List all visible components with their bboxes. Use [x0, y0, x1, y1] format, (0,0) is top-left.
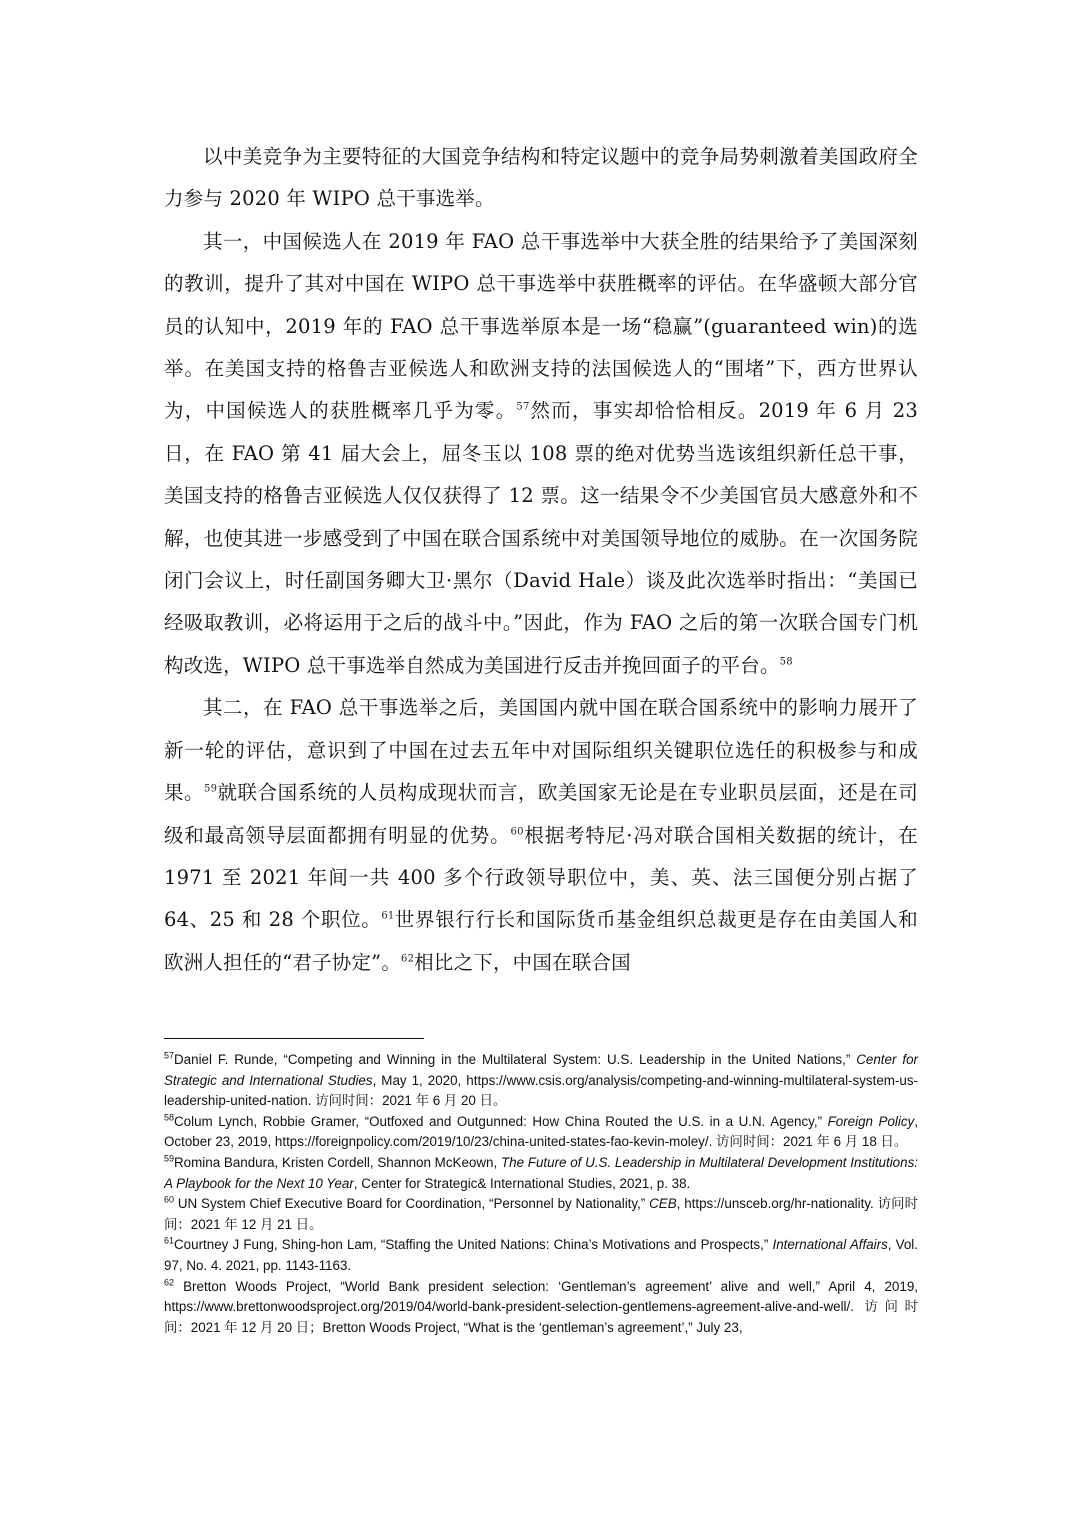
- footnote-text: Romina Bandura, Kristen Cordell, Shannon McKeown,: [174, 1154, 501, 1170]
- footnote-source-title: Center for Strategic and International Studies: [164, 1052, 918, 1088]
- body-paragraph: [164, 687, 918, 984]
- footnote-number: 60: [164, 1194, 175, 1205]
- body-paragraph: [164, 221, 918, 687]
- footnotes-section: [164, 1050, 918, 1338]
- footnote-text: Colum Lynch, Robbie Gramer, “Outfoxed and Outgunned: How China Routed the U.S. in a U.N. Agency,”: [174, 1113, 828, 1129]
- footnote-item: [164, 1277, 918, 1339]
- footnote-reference: 60: [510, 826, 524, 837]
- footnote-source-title: CEB: [649, 1196, 677, 1212]
- footnote-text: , Center for Strategic& International Studies, 2021, p. 38.: [353, 1175, 691, 1191]
- paragraph-text: 根据考特尼·冯对联合国相关数据的统计，在 1971 至 2021 年间一共 400 多个行政领导职位中，美、英、法三国便分别占据了 64、25 和 28 个职位。: [164, 823, 918, 932]
- footnote-item: [164, 1153, 918, 1194]
- footnote-reference: 59: [204, 783, 218, 795]
- footnote-number: 62: [164, 1277, 175, 1288]
- footnote-item: [164, 1235, 918, 1276]
- paragraph-text: 然而，事实却恰恰相反。2019 年 6 月 23 日，在 FAO 第 41 届大会上，屈冬玉以 108 票的绝对优势当选该组织新任总干事，美国支持的格鲁吉亚候选人仅仅获得了 12 票。这一结果令不少美国官员大感意外和不解，也使其进一步感受到了中国在联合国系统中对美国领导地位的威胁。在一次国务院闭门会议上，时任副国务卿大卫·黑尔（David Hale）谈及此次选举时指出：“美国已经吸取教训，必将运用于之后的战斗中。”因此，作为 FAO 之后的第一次联合国专门机构改选，WIPO 总干事选举自然成为美国进行反击并挽回面子的平台。: [164, 399, 918, 677]
- footnote-text: , Vol. 97, No. 4. 2021, pp. 1143-1163.: [164, 1237, 918, 1273]
- footnote-text: , May 1, 2020, https://www.csis.org/analysis/competing-and-winning-multilateral-system-us-leadership-united-nation. 访问时间：2021 年 6 月 20 日。: [164, 1072, 918, 1109]
- footnote-item: [164, 1050, 918, 1112]
- footnote-reference: 61: [381, 910, 395, 922]
- footnote-text: Daniel F. Runde, “Competing and Winning in the Multilateral System: U.S. Leadership in the United Nations,”: [174, 1052, 857, 1067]
- footnote-text: , https://unsceb.org/hr-nationality. 访问时间：2021 年 12 月 21 日。: [164, 1196, 918, 1232]
- footnote-number: 59: [164, 1153, 175, 1164]
- body-paragraph: [164, 136, 918, 221]
- body-text: [164, 136, 918, 984]
- footnote-reference: 62: [401, 953, 415, 965]
- footnote-text: , October 23, 2019, https://foreignpolicy.com/2019/10/23/china-united-states-fao-kevin-moley/. 访问时间：2021 年 6 月 18 日。: [164, 1113, 918, 1150]
- paragraph-text: 世界银行行长和国际货币基金组织总裁更是存在由美国人和欧洲人担任的“君子协定”。: [164, 908, 918, 974]
- footnote-reference: 57: [516, 401, 530, 413]
- paragraph-text: 相比之下，中国在联合国: [414, 950, 631, 974]
- footnote-source-title: Foreign Policy: [827, 1113, 915, 1129]
- footnote-item: [164, 1112, 918, 1153]
- footnote-separator: [164, 1038, 424, 1039]
- paragraph-text: 就联合国系统的人员构成现状而言，欧美国家无论是在专业职员层面，还是在司级和最高领导层面都拥有明显的优势。: [164, 781, 918, 847]
- footnote-text: Bretton Woods Project, “World Bank president selection: ‘Gentleman’s agreement’ alive and well,” April 4, 2019, https://www.brettonwoodsproject.org/2019/04/world-bank-president-selection-gentlemens-agreement-alive-and-well/. 访问时间：2021 年 12 月 20 日；Bretton Woods Project, “What is the ‘gentleman’s agreement’,” July 23,: [164, 1278, 918, 1335]
- footnote-item: [164, 1194, 918, 1235]
- footnote-reference: 58: [779, 656, 793, 668]
- paragraph-text: 其二，在 FAO 总干事选举之后，美国国内就中国在联合国系统中的影响力展开了新一轮的评估，意识到了中国在过去五年中对国际组织关键职位选任的积极参与和成果。: [164, 696, 918, 805]
- paragraph-text: 以中美竞争为主要特征的大国竞争结构和特定议题中的竞争局势刺激着美国政府全力参与 2020 年 WIPO 总干事选举。: [164, 145, 918, 211]
- footnote-number: 61: [164, 1235, 175, 1246]
- paragraph-text: 其一，中国候选人在 2019 年 FAO 总干事选举中大获全胜的结果给予了美国深刻的教训，提升了其对中国在 WIPO 总干事选举中获胜概率的评估。在华盛顿大部分官员的认知中，2019 年的 FAO 总干事选举原本是一场“稳赢”(guaranteed win)的选举。在美国支持的格鲁吉亚候选人和欧洲支持的法国候选人的“围堵”下，西方世界认为，中国候选人的获胜概率几乎为零。: [164, 229, 918, 423]
- footnote-text: Courtney J Fung, Shing-hon Lam, “Staffing the United Nations: China’s Motivations and Prospects,”: [174, 1237, 773, 1253]
- footnote-number: 57: [164, 1050, 175, 1061]
- footnote-number: 58: [164, 1112, 175, 1123]
- footnote-source-title: The Future of U.S. Leadership in Multilateral Development Institutions: A Playbook for the Next 10 Year: [164, 1154, 918, 1191]
- footnote-source-title: International Affairs: [772, 1237, 888, 1253]
- footnote-text: UN System Chief Executive Board for Coordination, “Personnel by Nationality,”: [174, 1196, 650, 1212]
